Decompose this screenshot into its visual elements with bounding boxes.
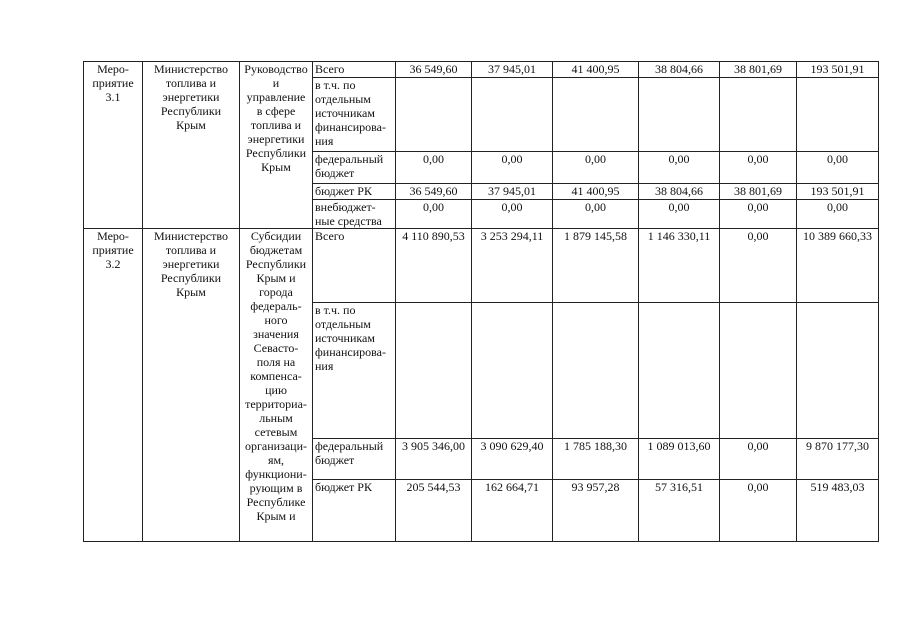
amount-cell: 3 253 294,11 [472,229,553,303]
funding-source-cell: внебюджет- ные средства [313,200,396,229]
executor-cell: Министерство топлива и энергетики Республики Крым [143,62,240,229]
amount-cell: 1 089 013,60 [639,439,720,480]
budget-table [83,61,879,542]
funding-source-cell: федеральный бюджет [313,152,396,184]
funding-source-cell: в т.ч. по отдельным источникам финансирова- ния [313,303,396,439]
amount-cell: 0,00 [639,200,720,229]
amount-cell: 10 389 660,33 [797,229,879,303]
amount-cell: 1 146 330,11 [639,229,720,303]
description-cell: Субсидии бюджетам Республики Крым и города федераль- ного значения Севасто- поля на компенса- цию территориа- льным сетевым организаци- ям, функциони- рующим в Республике Крым и [240,229,313,542]
description-cell: Руководство и управление в сфере топлива и энергетики Республики Крым [240,62,313,229]
amount-cell: 0,00 [396,200,472,229]
amount-cell [797,78,879,152]
amount-cell: 193 501,91 [797,184,879,200]
funding-source-cell: федеральный бюджет [313,439,396,480]
amount-cell [553,78,639,152]
amount-cell: 37 945,01 [472,62,553,78]
amount-cell: 0,00 [797,200,879,229]
amount-cell: 0,00 [720,439,797,480]
amount-cell: 0,00 [639,152,720,184]
funding-source-cell: бюджет РК [313,480,396,542]
amount-cell [720,78,797,152]
amount-cell: 37 945,01 [472,184,553,200]
amount-cell [396,78,472,152]
amount-cell: 1 785 188,30 [553,439,639,480]
amount-cell: 162 664,71 [472,480,553,542]
funding-source-cell: в т.ч. по отдельным источникам финансирова- ния [313,78,396,152]
funding-source-cell: бюджет РК [313,184,396,200]
amount-cell: 0,00 [396,152,472,184]
amount-cell [720,303,797,439]
amount-cell: 0,00 [720,229,797,303]
amount-cell: 38 804,66 [639,62,720,78]
amount-cell [472,78,553,152]
amount-cell: 0,00 [797,152,879,184]
amount-cell: 0,00 [720,152,797,184]
amount-cell [553,303,639,439]
amount-cell: 205 544,53 [396,480,472,542]
amount-cell [797,303,879,439]
funding-source-cell: Всего [313,62,396,78]
measure-name-cell: Меро- приятие 3.2 [84,229,143,542]
amount-cell: 38 801,69 [720,62,797,78]
table-row [84,62,879,78]
amount-cell: 3 905 346,00 [396,439,472,480]
amount-cell: 57 316,51 [639,480,720,542]
amount-cell: 0,00 [553,200,639,229]
amount-cell: 36 549,60 [396,62,472,78]
amount-cell: 9 870 177,30 [797,439,879,480]
amount-cell [396,303,472,439]
amount-cell: 193 501,91 [797,62,879,78]
amount-cell: 0,00 [553,152,639,184]
amount-cell: 38 804,66 [639,184,720,200]
measure-name-cell: Меро- приятие 3.1 [84,62,143,229]
table-row [84,229,879,303]
amount-cell: 36 549,60 [396,184,472,200]
amount-cell: 0,00 [472,152,553,184]
amount-cell: 93 957,28 [553,480,639,542]
amount-cell: 41 400,95 [553,184,639,200]
amount-cell: 3 090 629,40 [472,439,553,480]
amount-cell: 519 483,03 [797,480,879,542]
amount-cell: 0,00 [720,480,797,542]
funding-source-cell: Всего [313,229,396,303]
amount-cell: 0,00 [720,200,797,229]
amount-cell [639,78,720,152]
amount-cell: 38 801,69 [720,184,797,200]
amount-cell: 0,00 [472,200,553,229]
amount-cell [639,303,720,439]
amount-cell: 4 110 890,53 [396,229,472,303]
amount-cell: 1 879 145,58 [553,229,639,303]
executor-cell: Министерство топлива и энергетики Республики Крым [143,229,240,542]
amount-cell [472,303,553,439]
amount-cell: 41 400,95 [553,62,639,78]
